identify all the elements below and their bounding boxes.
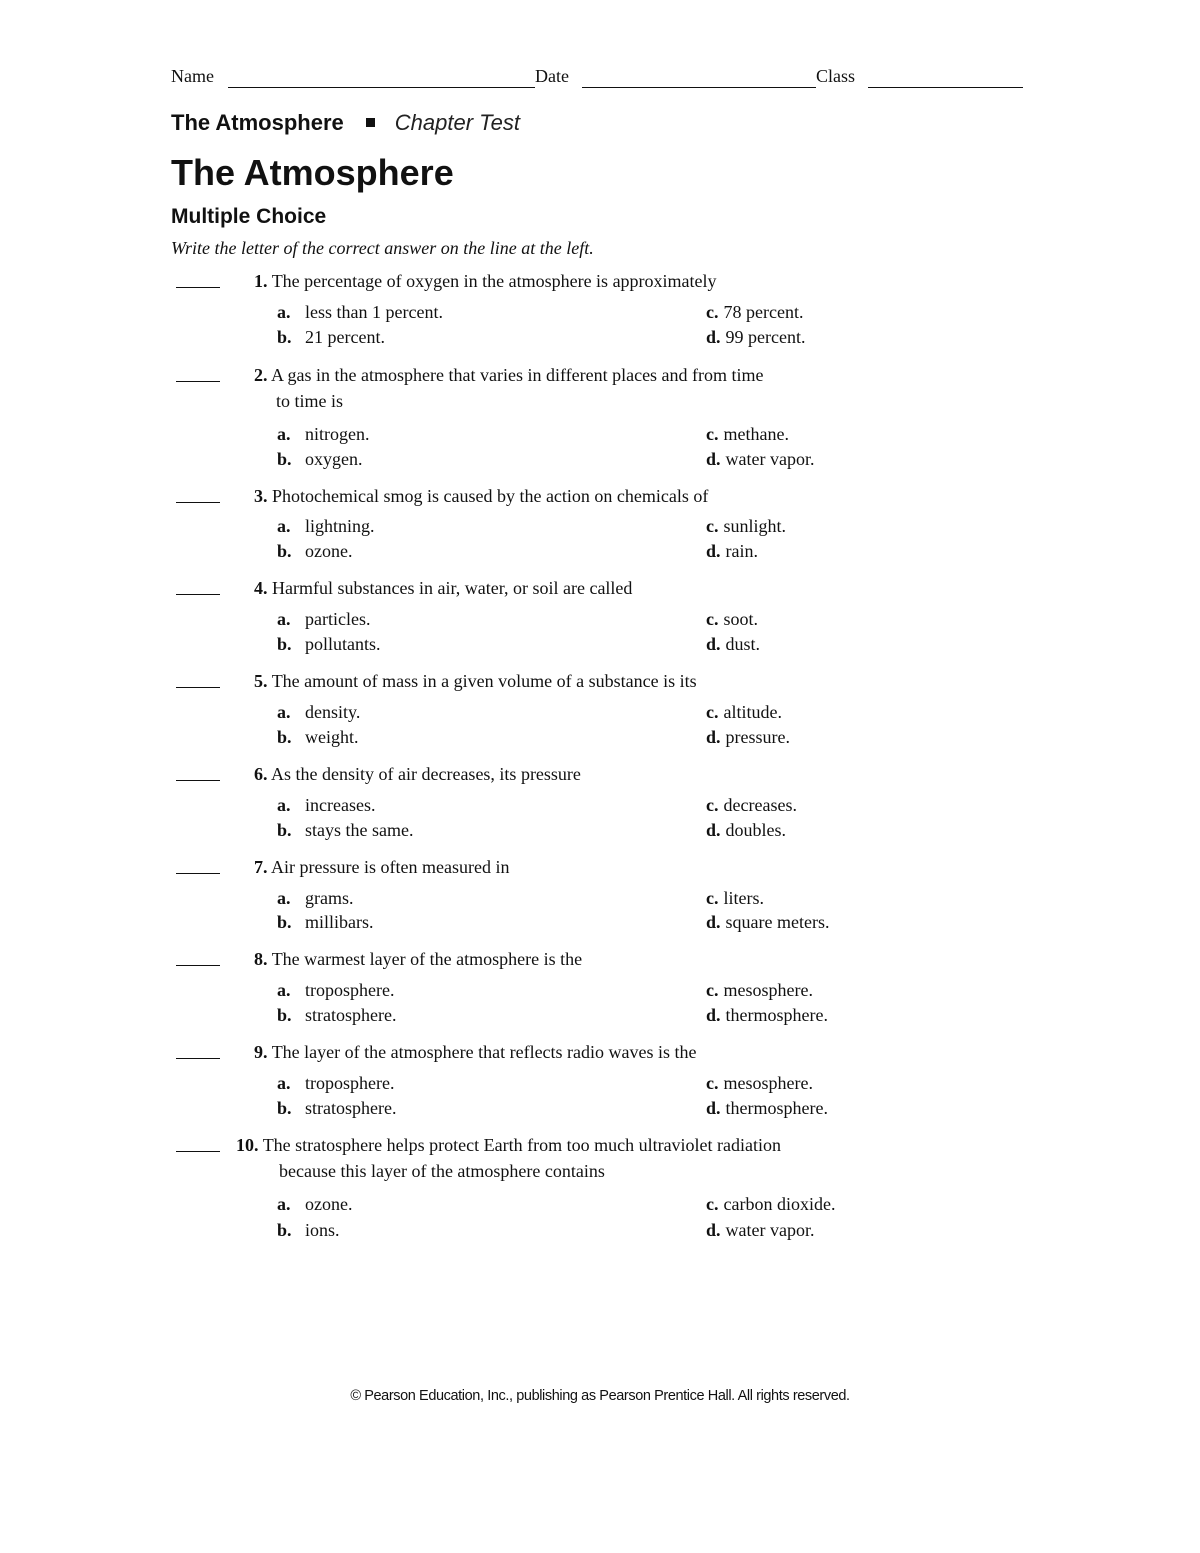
copyright-footer: © Pearson Education, Inc., publishing as Pearson Prentice Hall. All rights reserved.: [350, 1388, 850, 1404]
question-number: 6.: [254, 764, 268, 784]
choice-d: d. water vapor.: [706, 1220, 815, 1240]
choice-d: d. thermosphere.: [706, 1098, 828, 1118]
choice-d: d. water vapor.: [706, 449, 815, 469]
choice-b: b. pollutants.: [277, 634, 381, 654]
choice-a: a. troposphere.: [277, 980, 395, 1000]
page-title: The Atmosphere: [171, 152, 454, 193]
choice-b: b. ozone.: [277, 541, 353, 561]
question-number: 3.: [254, 486, 268, 506]
question-stem: [254, 1039, 894, 1065]
question-stem: [254, 854, 894, 880]
answer-blank[interactable]: [176, 287, 220, 288]
choice-c: c. sunlight.: [706, 516, 787, 536]
choice-b: b. weight.: [277, 727, 359, 747]
answer-blank[interactable]: [176, 1058, 220, 1059]
choice-b: b. 21 percent.: [277, 327, 385, 347]
choice-b: b. stratosphere.: [277, 1098, 397, 1118]
choice-b: b. oxygen.: [277, 449, 363, 469]
choice-c: c. altitude.: [706, 702, 782, 722]
question-number: 10.: [236, 1135, 259, 1155]
question-text: The layer of the atmosphere that reflects radio waves is the: [271, 1042, 697, 1062]
question-stem: [254, 268, 894, 294]
choice-a: a. particles.: [277, 609, 371, 629]
question-text-continued: because this layer of the atmosphere contains: [279, 1161, 605, 1181]
class-label: Class: [816, 66, 856, 86]
question-stem: [254, 575, 894, 601]
answer-blank[interactable]: [176, 780, 220, 781]
choice-a: a. nitrogen.: [277, 424, 370, 444]
name-field[interactable]: [228, 87, 535, 88]
question-number: 4.: [254, 578, 268, 598]
question-text-continued: to time is: [276, 391, 343, 411]
name-label: Name: [171, 66, 214, 86]
choice-b: b. stays the same.: [277, 820, 414, 840]
square-bullet-icon: [366, 118, 375, 127]
choice-d: d. thermosphere.: [706, 1005, 828, 1025]
choice-a: a. increases.: [277, 795, 376, 815]
question-text: The amount of mass in a given volume of a substance is its: [271, 671, 697, 691]
choice-c: c. mesosphere.: [706, 1073, 813, 1093]
choice-b: b. ions.: [277, 1220, 340, 1240]
question-text: Photochemical smog is caused by the action on chemicals of: [272, 486, 709, 506]
section-heading: [171, 110, 520, 136]
question-stem: [254, 761, 894, 787]
question-stem: [254, 483, 894, 509]
answer-blank[interactable]: [176, 502, 220, 503]
choice-a: a. ozone.: [277, 1194, 353, 1214]
question-number: 8.: [254, 949, 268, 969]
choice-c: c. decreases.: [706, 795, 797, 815]
question-text: Air pressure is often measured in: [271, 857, 510, 877]
choice-b: b. millibars.: [277, 912, 374, 932]
choice-c: c. 78 percent.: [706, 302, 804, 322]
answer-blank[interactable]: [176, 873, 220, 874]
choice-c: c. methane.: [706, 424, 789, 444]
section-subtitle: Chapter Test: [394, 110, 520, 135]
answer-blank[interactable]: [176, 381, 220, 382]
question-stem: [254, 668, 894, 694]
date-label: Date: [535, 66, 569, 86]
question-number: 7.: [254, 857, 268, 877]
choice-d: d. pressure.: [706, 727, 790, 747]
question-text: As the density of air decreases, its pressure: [271, 764, 581, 784]
choice-b: b. stratosphere.: [277, 1005, 397, 1025]
date-field[interactable]: [582, 87, 816, 88]
choice-d: d. doubles.: [706, 820, 787, 840]
choice-a: a. grams.: [277, 888, 354, 908]
choice-d: d. dust.: [706, 634, 761, 654]
choice-d: d. square meters.: [706, 912, 830, 932]
choice-a: a. density.: [277, 702, 361, 722]
question-number: 2.: [254, 365, 268, 385]
question-text: The percentage of oxygen in the atmosphere is approximately: [271, 271, 717, 291]
question-text: Harmful substances in air, water, or soil are called: [272, 578, 633, 598]
choice-d: d. rain.: [706, 541, 758, 561]
question-text: The warmest layer of the atmosphere is the: [271, 949, 583, 969]
question-number: 1.: [254, 271, 268, 291]
answer-blank[interactable]: [176, 1151, 220, 1152]
choice-a: a. less than 1 percent.: [277, 302, 443, 322]
instructions: Write the letter of the correct answer on the line at the left.: [171, 238, 594, 258]
class-field[interactable]: [868, 87, 1023, 88]
choice-a: a. troposphere.: [277, 1073, 395, 1093]
question-text: The stratosphere helps protect Earth from too much ultraviolet radiation: [262, 1135, 782, 1155]
answer-blank[interactable]: [176, 965, 220, 966]
subheading: Multiple Choice: [171, 205, 327, 228]
question-stem: [254, 362, 894, 414]
question-text: A gas in the atmosphere that varies in different places and from time: [271, 365, 764, 385]
choice-c: c. liters.: [706, 888, 764, 908]
student-info-header: [171, 66, 1023, 92]
question-stem: [236, 1132, 916, 1184]
answer-blank[interactable]: [176, 687, 220, 688]
choice-c: c. soot.: [706, 609, 759, 629]
section-title: The Atmosphere: [171, 110, 344, 135]
choice-d: d. 99 percent.: [706, 327, 806, 347]
choice-c: c. mesosphere.: [706, 980, 813, 1000]
question-number: 9.: [254, 1042, 268, 1062]
question-number: 5.: [254, 671, 268, 691]
choice-a: a. lightning.: [277, 516, 375, 536]
answer-blank[interactable]: [176, 594, 220, 595]
choice-c: c. carbon dioxide.: [706, 1194, 836, 1214]
question-stem: [254, 946, 894, 972]
